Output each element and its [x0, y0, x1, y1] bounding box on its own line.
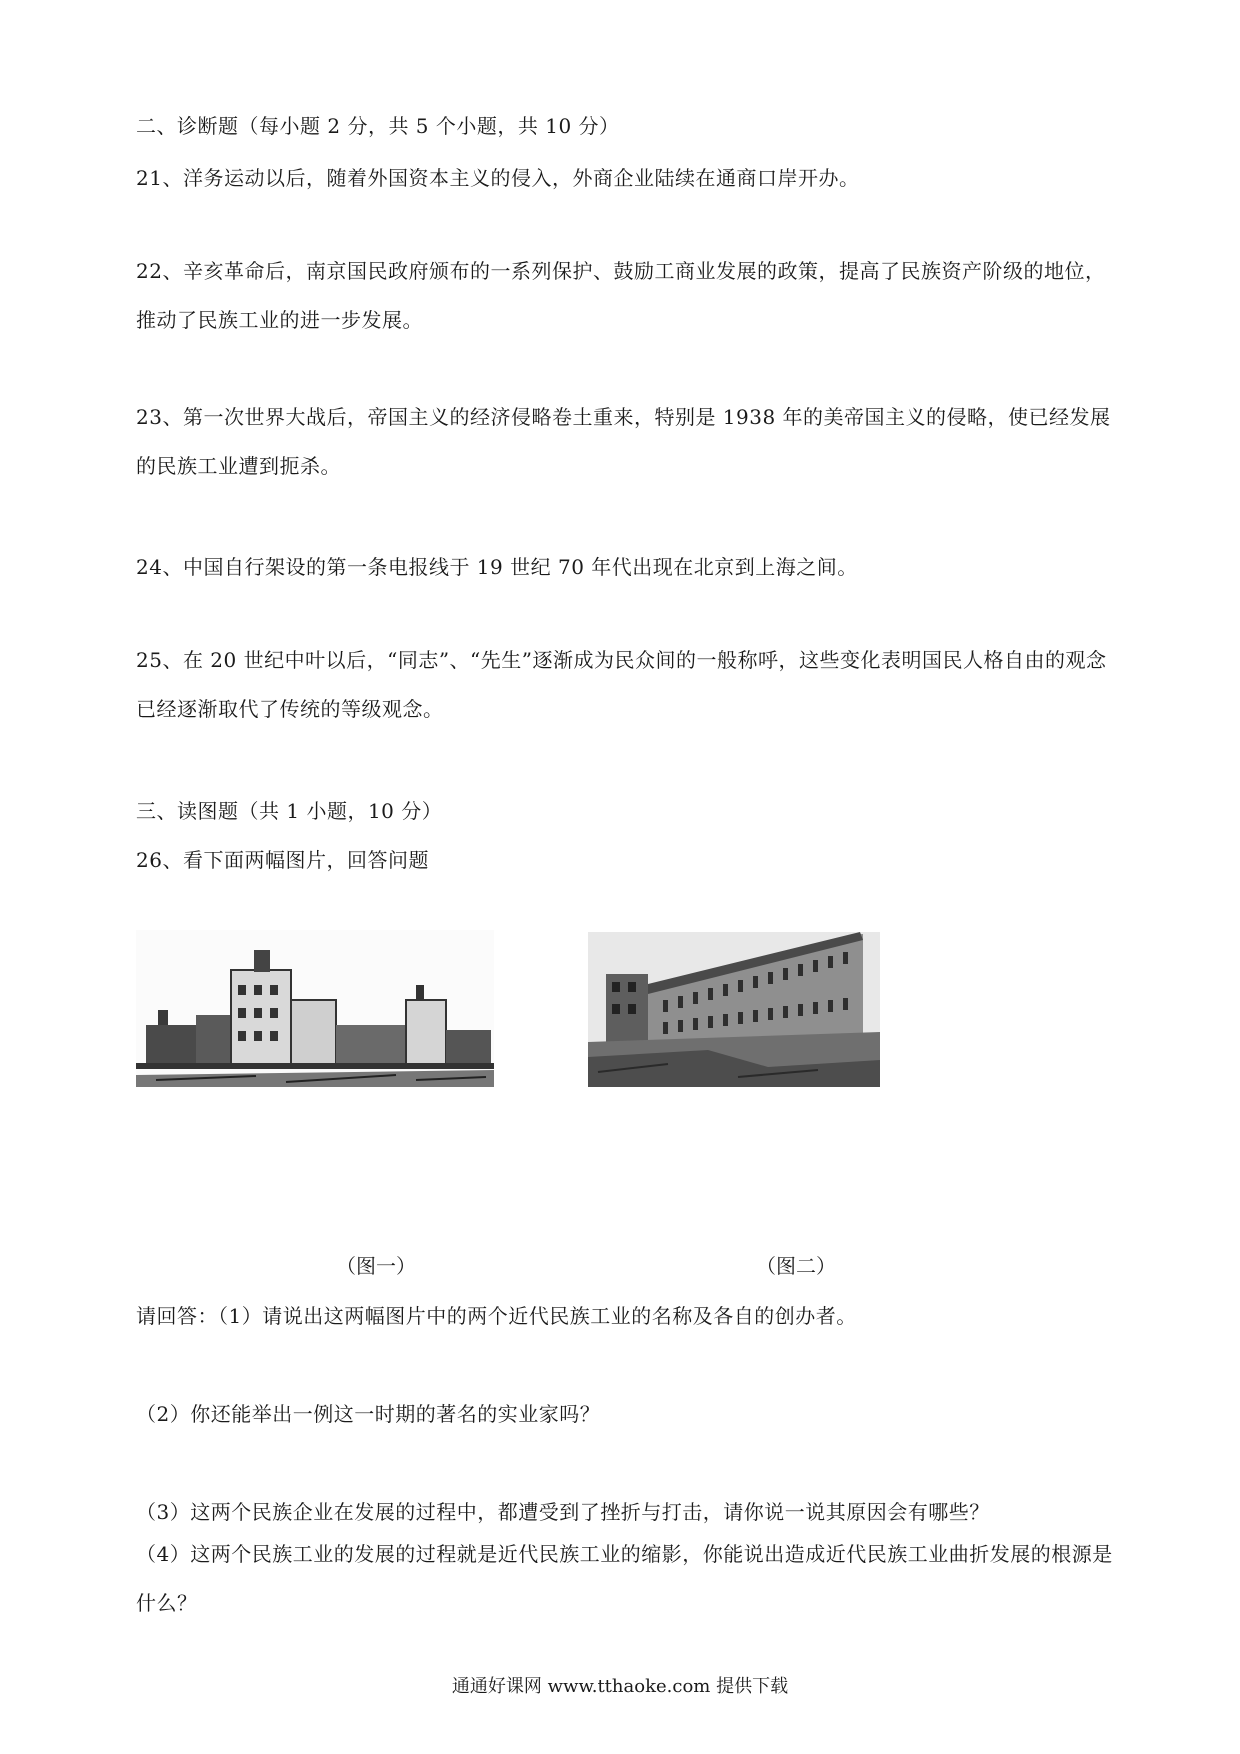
question-26: 26、看下面两幅图片，回答问题 [136, 848, 429, 872]
question-24: 24、中国自行架设的第一条电报线于 19 世纪 70 年代出现在北京到上海之间。 [136, 555, 858, 579]
question-25: 25、在 20 世纪中叶以后，“同志”、“先生”逐渐成为民众间的一般称呼，这些变化表明国民人格自由的观念已经逐渐取代了传统的等级观念。 [136, 648, 1107, 721]
factory-photo-2-image [588, 932, 880, 1087]
factory-photo-1-image [136, 930, 494, 1087]
factory-photo-1 [136, 930, 494, 1087]
sub-question-1: 请回答：（1）请说出这两幅图片中的两个近代民族工业的名称及各自的创办者。 [136, 1304, 857, 1328]
question-22: 22、辛亥革命后，南京国民政府颁布的一系列保护、鼓励工商业发展的政策，提高了民族资产阶级的地位，推动了民族工业的进一步发展。 [136, 259, 1106, 332]
footer-source: 通通好课网 www.tthaoke.com 提供下载 [451, 1676, 789, 1697]
sub-question-3: （3）这两个民族企业在发展的过程中，都遭受到了挫折与打击，请你说一说其原因会有哪些？ [136, 1500, 990, 1524]
section-3-heading: 三、读图题（共 1 小题，10 分） [136, 799, 443, 823]
sub-question-4: （4）这两个民族工业的发展的过程就是近代民族工业的缩影，你能说出造成近代民族工业曲折发展的根源是什么？ [136, 1542, 1113, 1615]
sub-question-2: （2）你还能举出一例这一时期的著名的实业家吗？ [136, 1402, 601, 1426]
question-23: 23、第一次世界大战后，帝国主义的经济侵略卷土重来，特别是 1938 年的美帝国主义的侵略，使已经发展的民族工业遭到扼杀。 [136, 405, 1111, 478]
factory-photo-2 [588, 932, 880, 1087]
figure-1-caption: （图一） [336, 1254, 416, 1278]
section-2-heading: 二、诊断题（每小题 2 分，共 5 个小题，共 10 分） [136, 114, 620, 138]
question-21: 21、洋务运动以后，随着外国资本主义的侵入，外商企业陆续在通商口岸开办。 [136, 166, 860, 190]
figure-2-caption: （图二） [756, 1254, 836, 1278]
